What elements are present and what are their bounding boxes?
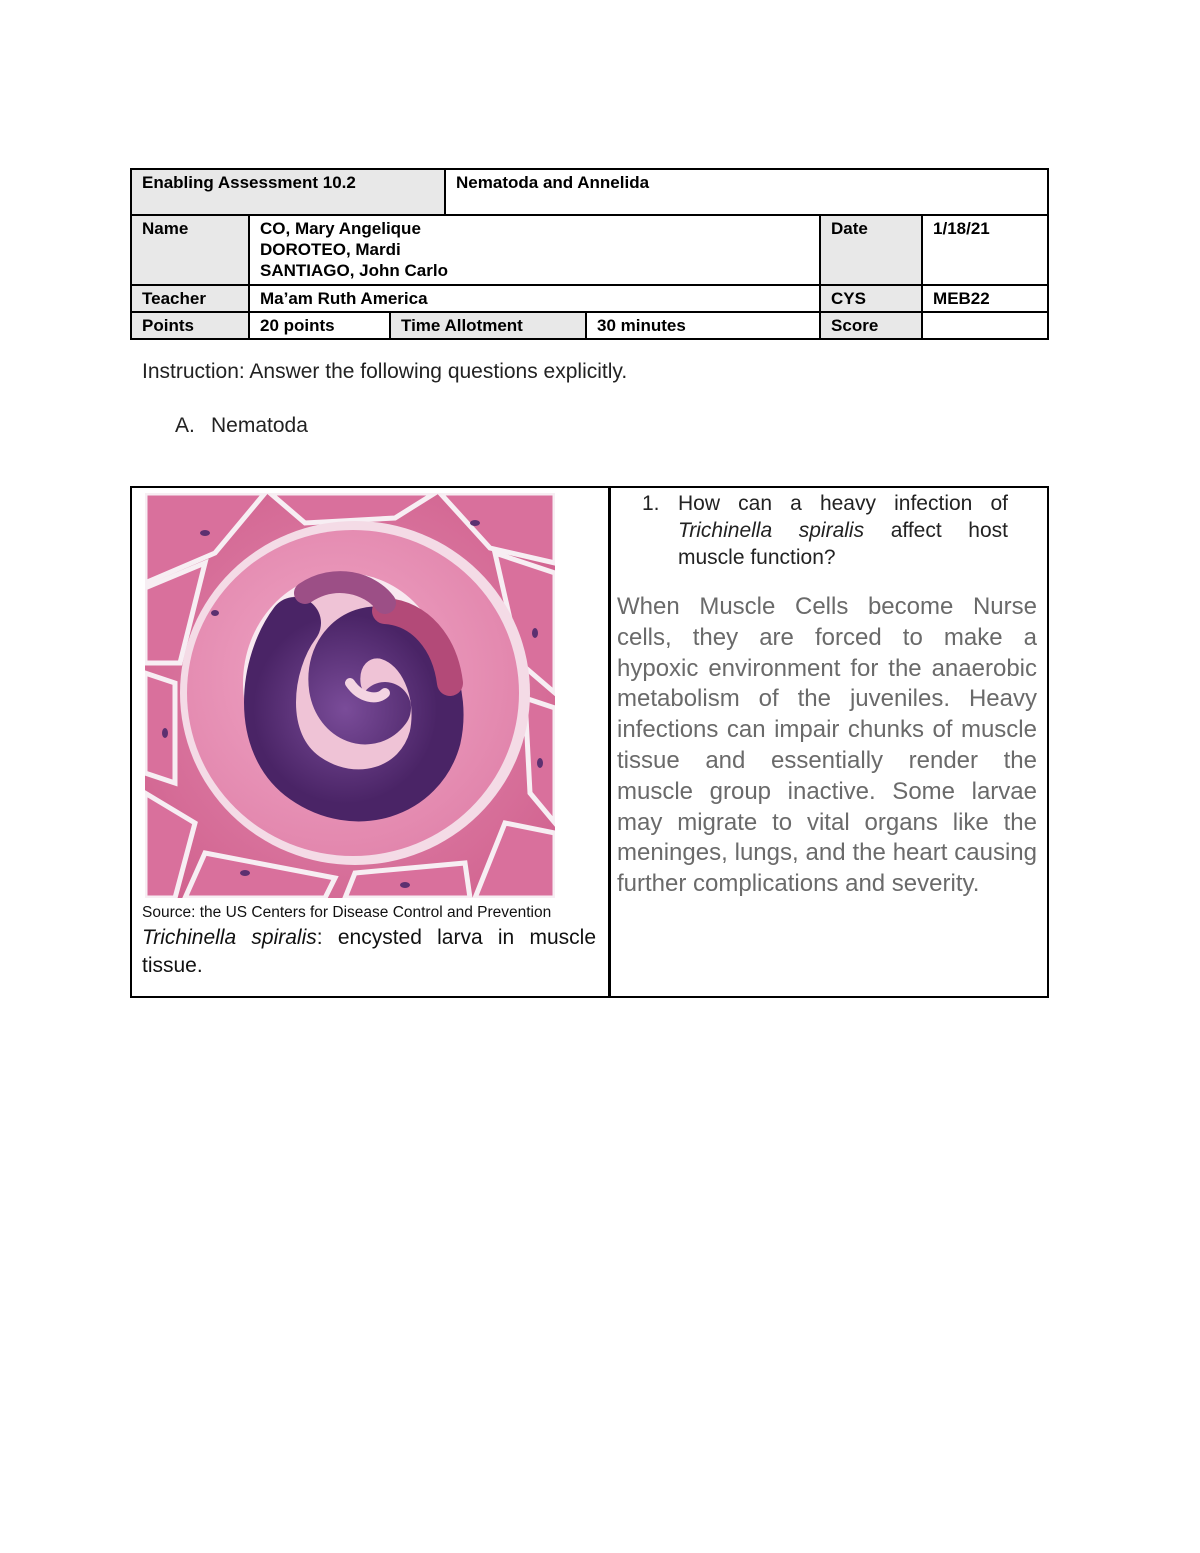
answer-text: When Muscle Cells become Nurse cells, they are forced to make a hypoxic environment for the anaerobic metabolism of the juveniles. Heavy infections can impair chunks of muscle tissue and essentially render the muscle group inactive. Some larvae may migrate to vital organs like the meninges, lungs, and the heart causing further complications and severity. bbox=[617, 593, 1037, 898]
date-value: 1/18/21 bbox=[922, 215, 1048, 285]
trichinella-micrograph-image bbox=[145, 493, 555, 898]
question-species: Trichinella spiralis bbox=[678, 519, 865, 542]
time-allotment-label: Time Allotment bbox=[390, 312, 586, 339]
student-name: SANTIAGO, John Carlo bbox=[260, 261, 448, 280]
section-heading bbox=[175, 414, 308, 438]
instruction-text: Instruction: Answer the following questions explicitly. bbox=[142, 360, 628, 383]
figure-species: Trichinella spiralis bbox=[142, 926, 317, 949]
date-label: Date bbox=[820, 215, 922, 285]
assessment-label: Enabling Assessment 10.2 bbox=[131, 169, 445, 215]
score-label: Score bbox=[820, 312, 922, 339]
question-text-after: affect host muscle function? bbox=[678, 519, 1008, 569]
student-name: CO, Mary Angelique bbox=[260, 219, 421, 238]
student-names bbox=[249, 215, 820, 285]
figure-source: Source: the US Centers for Disease Control and Prevention bbox=[142, 904, 552, 921]
assessment-header-table bbox=[130, 168, 1049, 340]
column-divider bbox=[608, 488, 611, 996]
question-number: 1. bbox=[642, 492, 660, 515]
section-title: Nematoda bbox=[211, 414, 308, 437]
cys-value: MEB22 bbox=[922, 285, 1048, 312]
section-letter: A. bbox=[175, 414, 195, 437]
points-value: 20 points bbox=[249, 312, 390, 339]
cys-label: CYS bbox=[820, 285, 922, 312]
teacher-value: Ma’am Ruth America bbox=[249, 285, 820, 312]
question-1 bbox=[642, 490, 1008, 571]
points-label: Points bbox=[131, 312, 249, 339]
student-name: DOROTEO, Mardi bbox=[260, 240, 401, 259]
question-table bbox=[130, 486, 1049, 998]
teacher-label: Teacher bbox=[131, 285, 249, 312]
figure-caption bbox=[142, 924, 596, 980]
question-text-before: How can a heavy infection of bbox=[678, 492, 1008, 515]
assessment-topic: Nematoda and Annelida bbox=[445, 169, 1048, 215]
name-label: Name bbox=[131, 215, 249, 285]
time-allotment-value: 30 minutes bbox=[586, 312, 820, 339]
figure-caption-rest: : encysted larva in muscle tissue. bbox=[142, 926, 597, 977]
score-value bbox=[922, 312, 1048, 339]
